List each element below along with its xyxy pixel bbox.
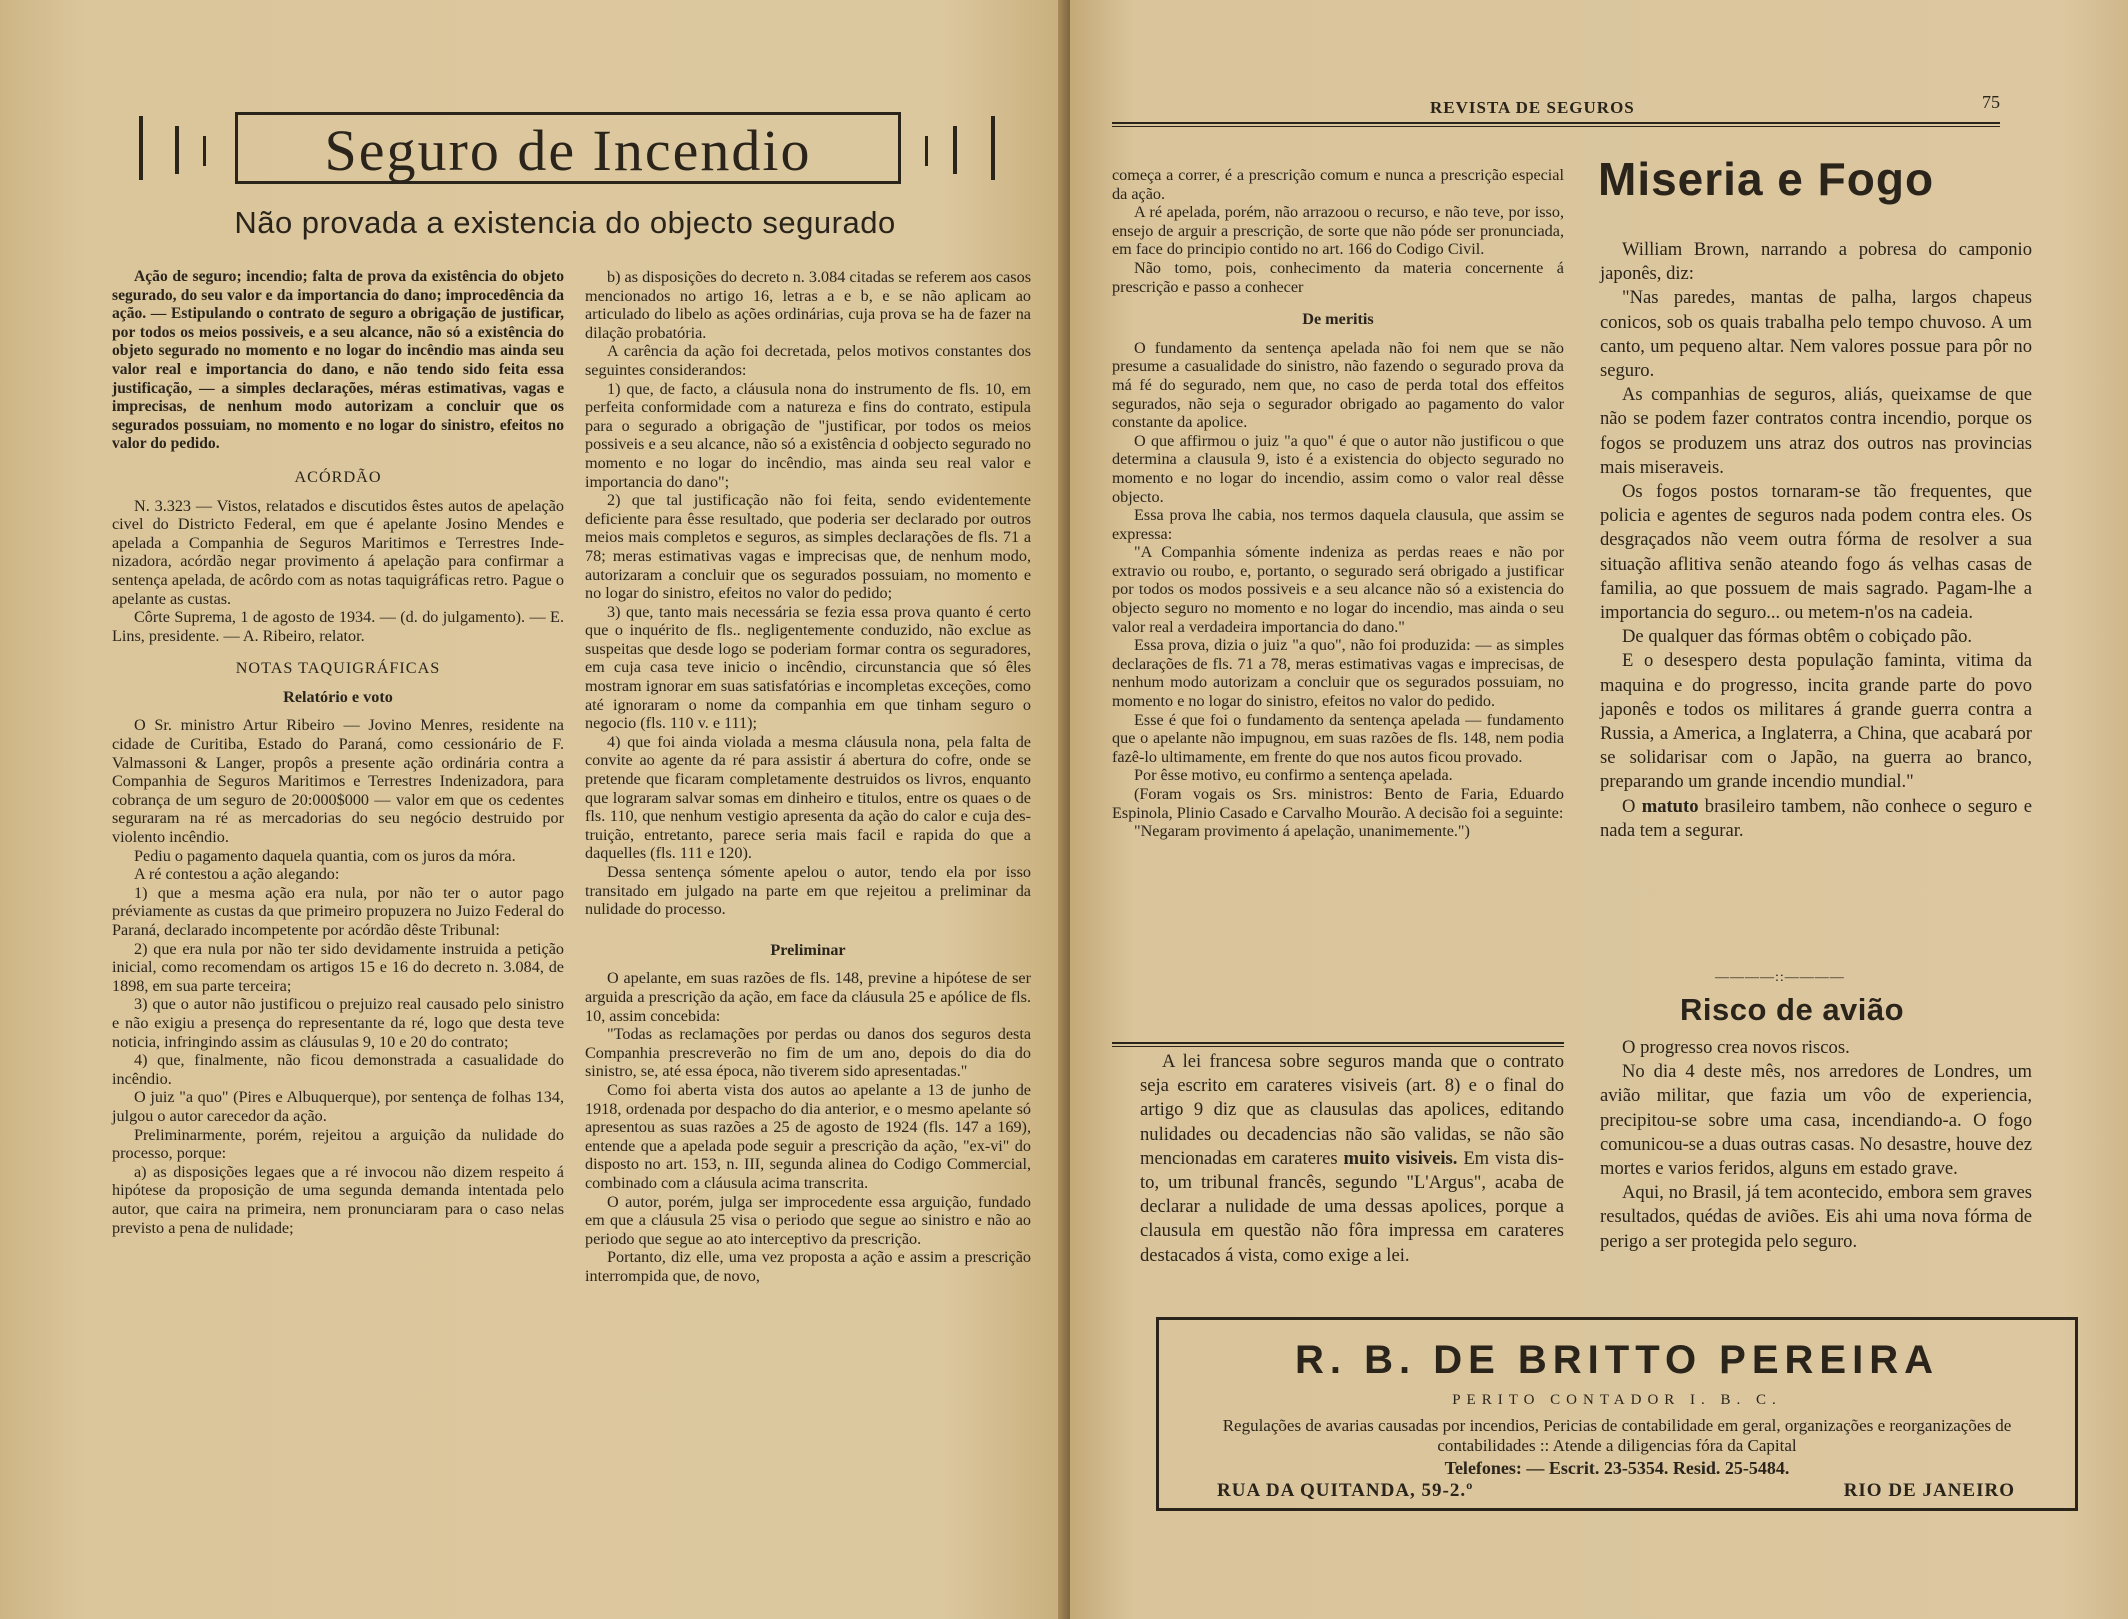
section-rule [1112,1046,1564,1047]
paragraph: William Brown, narrando a pobresa do camponio japonês, diz: [1600,239,2032,285]
paragraph: O juiz "a quo" (Pires e Albuquerque), por sentença de folhas 134, julgou o autor carecedor da ação. [112,1088,564,1125]
paragraph: E o desespero desta população faminta, vitima da maquina e do progresso, incita grande parte do povo japonês e todos os militares á grande guerra contra a Russia, a America, a Inglaterra, a China, que acabará por se solidarisar com o Japão, na guerra ao branco, preparando um grande incendio mundial." [1600,650,2032,793]
paragraph: "A Companhia sómente indeniza as perdas reaes e não por extravio ou roubo, e, portanto, o segurado será obrigado a justificar por todos os modos possiveis e a seu alcance não só a existencia do objecto seguro no momento e no logar do incendio, mas ainda o seu valor real a verdadeira importancia do dano." [1112,543,1564,636]
column-1 [112,268,564,1237]
paragraph: 2) que era nula por não ter sido devidamente instruida a petição inicial, como recomendam os artigos 15 e 16 do decreto n. 3.084, de 1898, em sua parte terceira; [112,939,564,995]
section-rule [1112,1042,1564,1044]
paragraph: N. 3.323 — Vistos, relatados e discutidos êstes autos de apelação civel do Districto Federal, em que é apelante Josino Mendes e apelada a Companhia de Seguros Maritimos e Terrestres Indenizadora, acórdão negar provimento á apelação para confirmar a sentença apelada, de acôrdo com as notas taquigráficas retro. Pague o apelante as custas. [112,496,564,608]
article-subtitle: Não provada a existencia do objecto segurado [234,205,896,240]
paragraph: "Todas as reclamações por perdas ou danos dos seguros desta Companhia prescreverão no fim de um ano, depois do dia do sinistro, se, até essa época, não tiverem sido apresentadas." [585,1025,1031,1081]
paragraph: Essa prova, dizia o juiz "a quo", não foi produzida: — as simples declarações de fls. 71 a 78, meras estimativas vagas e imprecisas, de nenhum modo autorizam a concluir que os segurados possuiam, no momento e no logar do sinistro, efeitos no valor do pedido. [1112,636,1564,711]
paragraph: 4) que foi ainda violada a mesma cláusula nona, pela falta de convite ao agente da ré para assistir á abertura do cofre, onde se pretende que ficaram completamente destruidos os livros, enquanto que lograram salvar somas em dinheiro e titulos, entre os quaes o de fls. 110, que nenhum vestigio apresenta da ação do calor e cuja destruição, entretanto, parece seria mais facil e rapida do que a daquelles (fls. 111 e 120). [585,732,1031,863]
miseria-title: Miseria e Fogo [1598,153,1935,205]
masthead-box [235,112,901,184]
page-number: 75 [1982,92,2000,112]
risco-column [1600,1036,2032,1254]
miseria-column [1600,238,2032,843]
paragraph: O progresso crea novos riscos. [1622,1037,1850,1058]
paragraph: Côrte Suprema, 1 de agosto de 1934. — (d. do julgamento). — E. Lins, presidente. — A. Ribeiro, relator. [112,608,564,645]
masthead-ornament-bar [203,136,206,166]
paragraph: a) as disposições legaes que a ré invocou não dizem respeito á hipótese da proposição de uma segunda demanda intentada pelo autor, que caira na primeira, nem pronunciaram para o caso nelas previsto a pena de nulidade; [112,1162,564,1237]
paragraph: Pediu o pagamento daquela quantia, com os juros da móra. [134,846,516,865]
paragraph: A carência da ação foi decretada, pelos motivos constantes dos seguintes considerandos: [585,342,1031,379]
paragraph: 1) que, de facto, a cláusula nona do instrumento de fls. 10, em perfeita conformidade com a natureza e fins do contrato, estipula para o segurado a obrigação de "justificar, por todos os meios possiveis e a seu alcance, não só a existência d oobjecto segurado no momento e no logar do incêndio, mas ainda seu real valor e importancia do dano"; [585,379,1031,491]
paragraph: Os fogos postos tornaram-se tão frequentes, que policia e agentes de seguros nada podem contra eles. Os desgraçados não veem outra fórma de resolver a sua situação aflitiva senão ateando fogo ás velhas casas de familia, ao que possuem de mais sagrado. Pagam-lhe a importancia do seguro... ou metem-n'os na cadeia. [1600,481,2032,624]
paragraph: O autor, porém, julga ser improcedente essa arguição, fundado em que a cláusula 25 visa o periodo que segue ao sinistro e não ao periodo que segue ao ato interceptivo da prescrição. [585,1192,1031,1248]
paragraph: Por êsse motivo, eu confirmo a sentença apelada. [1134,766,1453,785]
paragraph: "Negaram provimento á apelação, unanimemente.") [1134,822,1470,841]
paragraph: 4) que, finalmente, não ficou demonstrada a casualidade do incêndio. [112,1051,564,1088]
ad-address: RUA DA QUITANDA, 59-2.º [1217,1480,1474,1501]
header-rule [1112,122,2000,124]
acordao-heading: ACÓRDÃO [294,467,382,486]
paragraph: Esse é que foi o fundamento da sentença apelada — fundamento que o apelante não impugnou, em suas razões de fls. 148, nem podia fazê-lo ultimamente, em frente do que nos autos ficou provado. [1112,710,1564,766]
masthead-ornament-bar [991,116,995,180]
paragraph: O apelante, em suas razões de fls. 148, previne a hipótese de ser arguida a prescrição da ação, em face da cláusula 25 e apólice de fls. 10, assim concebida: [585,969,1031,1025]
header-rule [1112,126,2000,127]
paragraph: b) as disposições do decreto n. 3.084 citadas se referem aos casos mencionados no artigo 16, letras a e b, e se não aplicam ao articulado do libelo as ações ordinárias, cuja prova se ha de fazer na dilação probatória. [585,268,1031,342]
paragraph: "Nas paredes, mantas de palha, largos chapeus conicos, sob os quais trabalha pelo tempo chuvoso. A um canto, um pequeno altar. Nem valores possue para pôr no seguro. [1600,287,2032,382]
ad-phones: Telefones: — Escrit. 23-5354. Resid. 25-5484. [1444,1458,1790,1478]
paragraph: Como foi aberta vista dos autos ao apelante a 13 de junho de 1918, ordenada por despacho do dia anterior, e o mesmo apelante só apresentou as suas razões a 25 de agosto de 1924 (fls. 147 a 169), entende que a apelada pode seguir a prescrição da ação, "ex-vi" do disposto no art. 153, n. III, segunda alinea do Codigo Commercial, combinado com a cláusula acima transcrita. [585,1080,1031,1192]
paragraph: Não tomo, pois, conhecimento da materia concernente á prescrição e passo a conhecer [1112,258,1564,296]
preliminar-heading: Preliminar [770,940,846,959]
paragraph: O fundamento da sentença apelada não foi nem que se não presume a casualidade do sinistro, não fazendo o segurado prova da má fé do segurado, nem que, no caso de perda total dos effeitos segurados, não seja o segurador obrigado ao pagamento do valor constante da apolice. [1112,338,1564,432]
ad-description: Regulações de avarias causadas por incendios, Pericias de contabilidade em geral, organizações e reorganizações de contabilidades :: Atende a diligencias fóra da Capital [1222,1416,2012,1455]
paragraph: (Foram vogais os Srs. ministros: Bento de Faria, Eduardo Espinola, Plinio Casado e Carvalho Mourão. A decisão foi a seguinte: [1112,785,1564,822]
column-2 [585,268,1031,1285]
paragraph: 3) que, tanto mais necessária se fezia essa prova quanto é certo que o inquérito de fls.. negligentemente conduzido, não exclue as suspeitas que desde logo se poderiam formar contra os seguradores, em cuja casa teve inicio o incêndio, circunstancia que só êles mostram ignorar em suas satisfatórias e incompletas exceções, como até ignoraram o nome da companhia em que tinham seguro o negocio (fls. 110 v. e 111); [585,602,1031,733]
miseria-text: brasileiro tambem, não conhece o seguro e nada tem a segurar. [1600,795,2032,841]
miseria-text: O [1622,795,1636,817]
paragraph: começa a correr, é a prescrição comum e nunca a prescrição especial da ação. [1112,166,1564,203]
relatorio-heading: Relatório e voto [283,687,393,706]
column-3 [1112,166,1564,841]
paragraph: No dia 4 deste mês, nos arredores de Londres, um avião militar, que fazia um vôo de experiencia, precipitou-se sobre uma casa, incendiando-a. O fogo comunicou-se a duas outras casas. No desastre, houve dez mortes e varios feridos, alguns em estado grave. [1600,1061,2032,1180]
paragraph: Preliminarmente, porém, rejeitou a arguição da nulidade do processo, porque: [112,1125,564,1163]
paragraph: A ré contestou a ação alegando: [134,865,340,884]
lei-emphasis: muito visiveis. [1343,1147,1458,1169]
paragraph: De qualquer das fórmas obtêm o cobiçado pão. [1622,626,1973,648]
paragraph [1140,1050,1564,1268]
paragraph [1600,795,2032,843]
paragraph: O que affirmou o juiz "a quo" é que o autor não justificou o que determina a clausula 9, isto é a existencia do objecto segurado no momento e no logar do incendio, assim como o valor real dêsse objecto. [1112,431,1564,506]
masthead-ornament-bar [139,116,143,180]
running-head: REVISTA DE SEGUROS [1430,98,1635,117]
paragraph: Essa prova lhe cabia, nos termos daquela clausula, que assim se expressa: [1112,506,1564,543]
lei-text: A lei francesa sobre seguros manda que o contrato seja escrito em carateres visiveis (art. 8) e o final do artigo 9 diz que as clausulas das apolices, editando nulidades ou decadencias não são validas, se não são mencionadas em carateres [1140,1051,1564,1169]
french-law-note [1140,1050,1564,1268]
paragraph: 3) que o autor não justificou o prejuizo real causado pelo sinistro e não exigiu a presença do representante da ré, logo que desta teve noticia, infringindo assim as cláusulas 9, 10 e 20 do contrato; [112,995,564,1051]
article-title: Seguro de Incendio [324,118,812,183]
lei-text: Em vista disto, um tribunal francês, segundo "L'Argus", acaba de declarar a nulidade de uma dessas apolices, porque a clausula em questão não fôra impressa em carateres destacados á vista, como exige a lei. [1140,1147,1564,1266]
paragraph: A ré apelada, porém, não arrazoou o recurso, e não teve, por isso, ensejo de arguir a prescrição, de sorte que não póde ser pronunciada, em face do principio contido no art. 166 do Codigo Civil. [1112,203,1564,259]
paragraph: Portanto, diz elle, uma vez proposta a ação e assim a prescrição interrompida que, de novo, [585,1248,1031,1285]
masthead [135,112,1005,182]
ad-company-name: R. B. DE BRITTO PEREIRA [1295,1338,1939,1382]
masthead-ornament-bar [175,126,179,174]
paragraph: O Sr. ministro Artur Ribeiro — Jovino Menres, residente na cidade de Curitiba, Estado do Paraná, como cessionário de F. Valmassoni & Langer, propôs a presente ação ordinária contra a Companhia de Seguros Maritimos e Terrestres Indenizadora, para cobrança de um seguro de 20:000$000 — valor em que os cedentes seguraram na ré as mercadorias do seu negócio destruido por violento incêndio. [112,716,564,847]
paragraph: 1) que a mesma ação era nula, por não ter o autor pago préviamente as custas da que primeiro propuzera no Juizo Federal do Paraná, declarado incompetente por acórdão dêste Tribunal: [112,883,564,939]
section-separator: ————::———— [1715,970,1845,985]
paragraph: 2) que tal justificação não foi feita, sendo evidentemente deficiente para êsse resultado, que poderia ser declarado por outros meios mais completos e seguros, as simples declarações de fls. 71 a 78; meras estimativas vagas e imprecisas que, de nenhum modo, autorizaram a concluir que os segurados possuiam, no momento e no logar do sinistro, efeitos no valor do pedido; [585,491,1031,603]
meritis-heading: De meritis [1302,310,1374,329]
masthead-ornament-bar [953,126,957,174]
summary-lead: Ação de seguro; incendio; falta de prova da existência do objeto segurado, do seu valor e da importancia do dano; improcedência da ação. — Estipulando o contrato de seguro a obrigação de justificar, por todos os meios possiveis, e a seu alcance, não só a existência do objeto segurado no momento e no logar do incêndio mas ainda seu valor real e importancia do dano, e não tendo sido feita essa justificação, — a simples declarações, méras estimativas, vagas e imprecisas, de nenhum modo autorizam a concluir que os segurados possuiam, no momento e no logar do sinistro, efeitos no valor do pedido. [112,268,564,453]
masthead-ornament-bar [925,136,928,166]
paragraph: Dessa sentença sómente apelou o autor, tendo ela por isso transitado em julgado na parte em que rejeitou a preliminar da nulidade do processo. [585,863,1031,919]
miseria-emphasis: matuto [1641,795,1699,817]
risco-title: Risco de avião [1680,992,1905,1027]
ad-city: RIO DE JANEIRO [1843,1480,2015,1501]
paragraph: As companhias de seguros, aliás, queixamse de que não se podem fazer contratos contra incendio, porque os fogos se produzem uns atraz dos outros nas provincias mais miseraveis. [1600,384,2032,478]
advertisement-box [1156,1317,2078,1511]
paragraph: Aqui, no Brasil, já tem acontecido, embora sem graves resultados, quédas de aviões. Eis ahi uma nova fórma de perigo a ser protegida pelo seguro. [1600,1182,2032,1252]
notas-heading: NOTAS TAQUIGRÁFICAS [235,659,441,678]
ad-role: PERITO CONTADOR I. B. C. [1452,1392,1782,1408]
